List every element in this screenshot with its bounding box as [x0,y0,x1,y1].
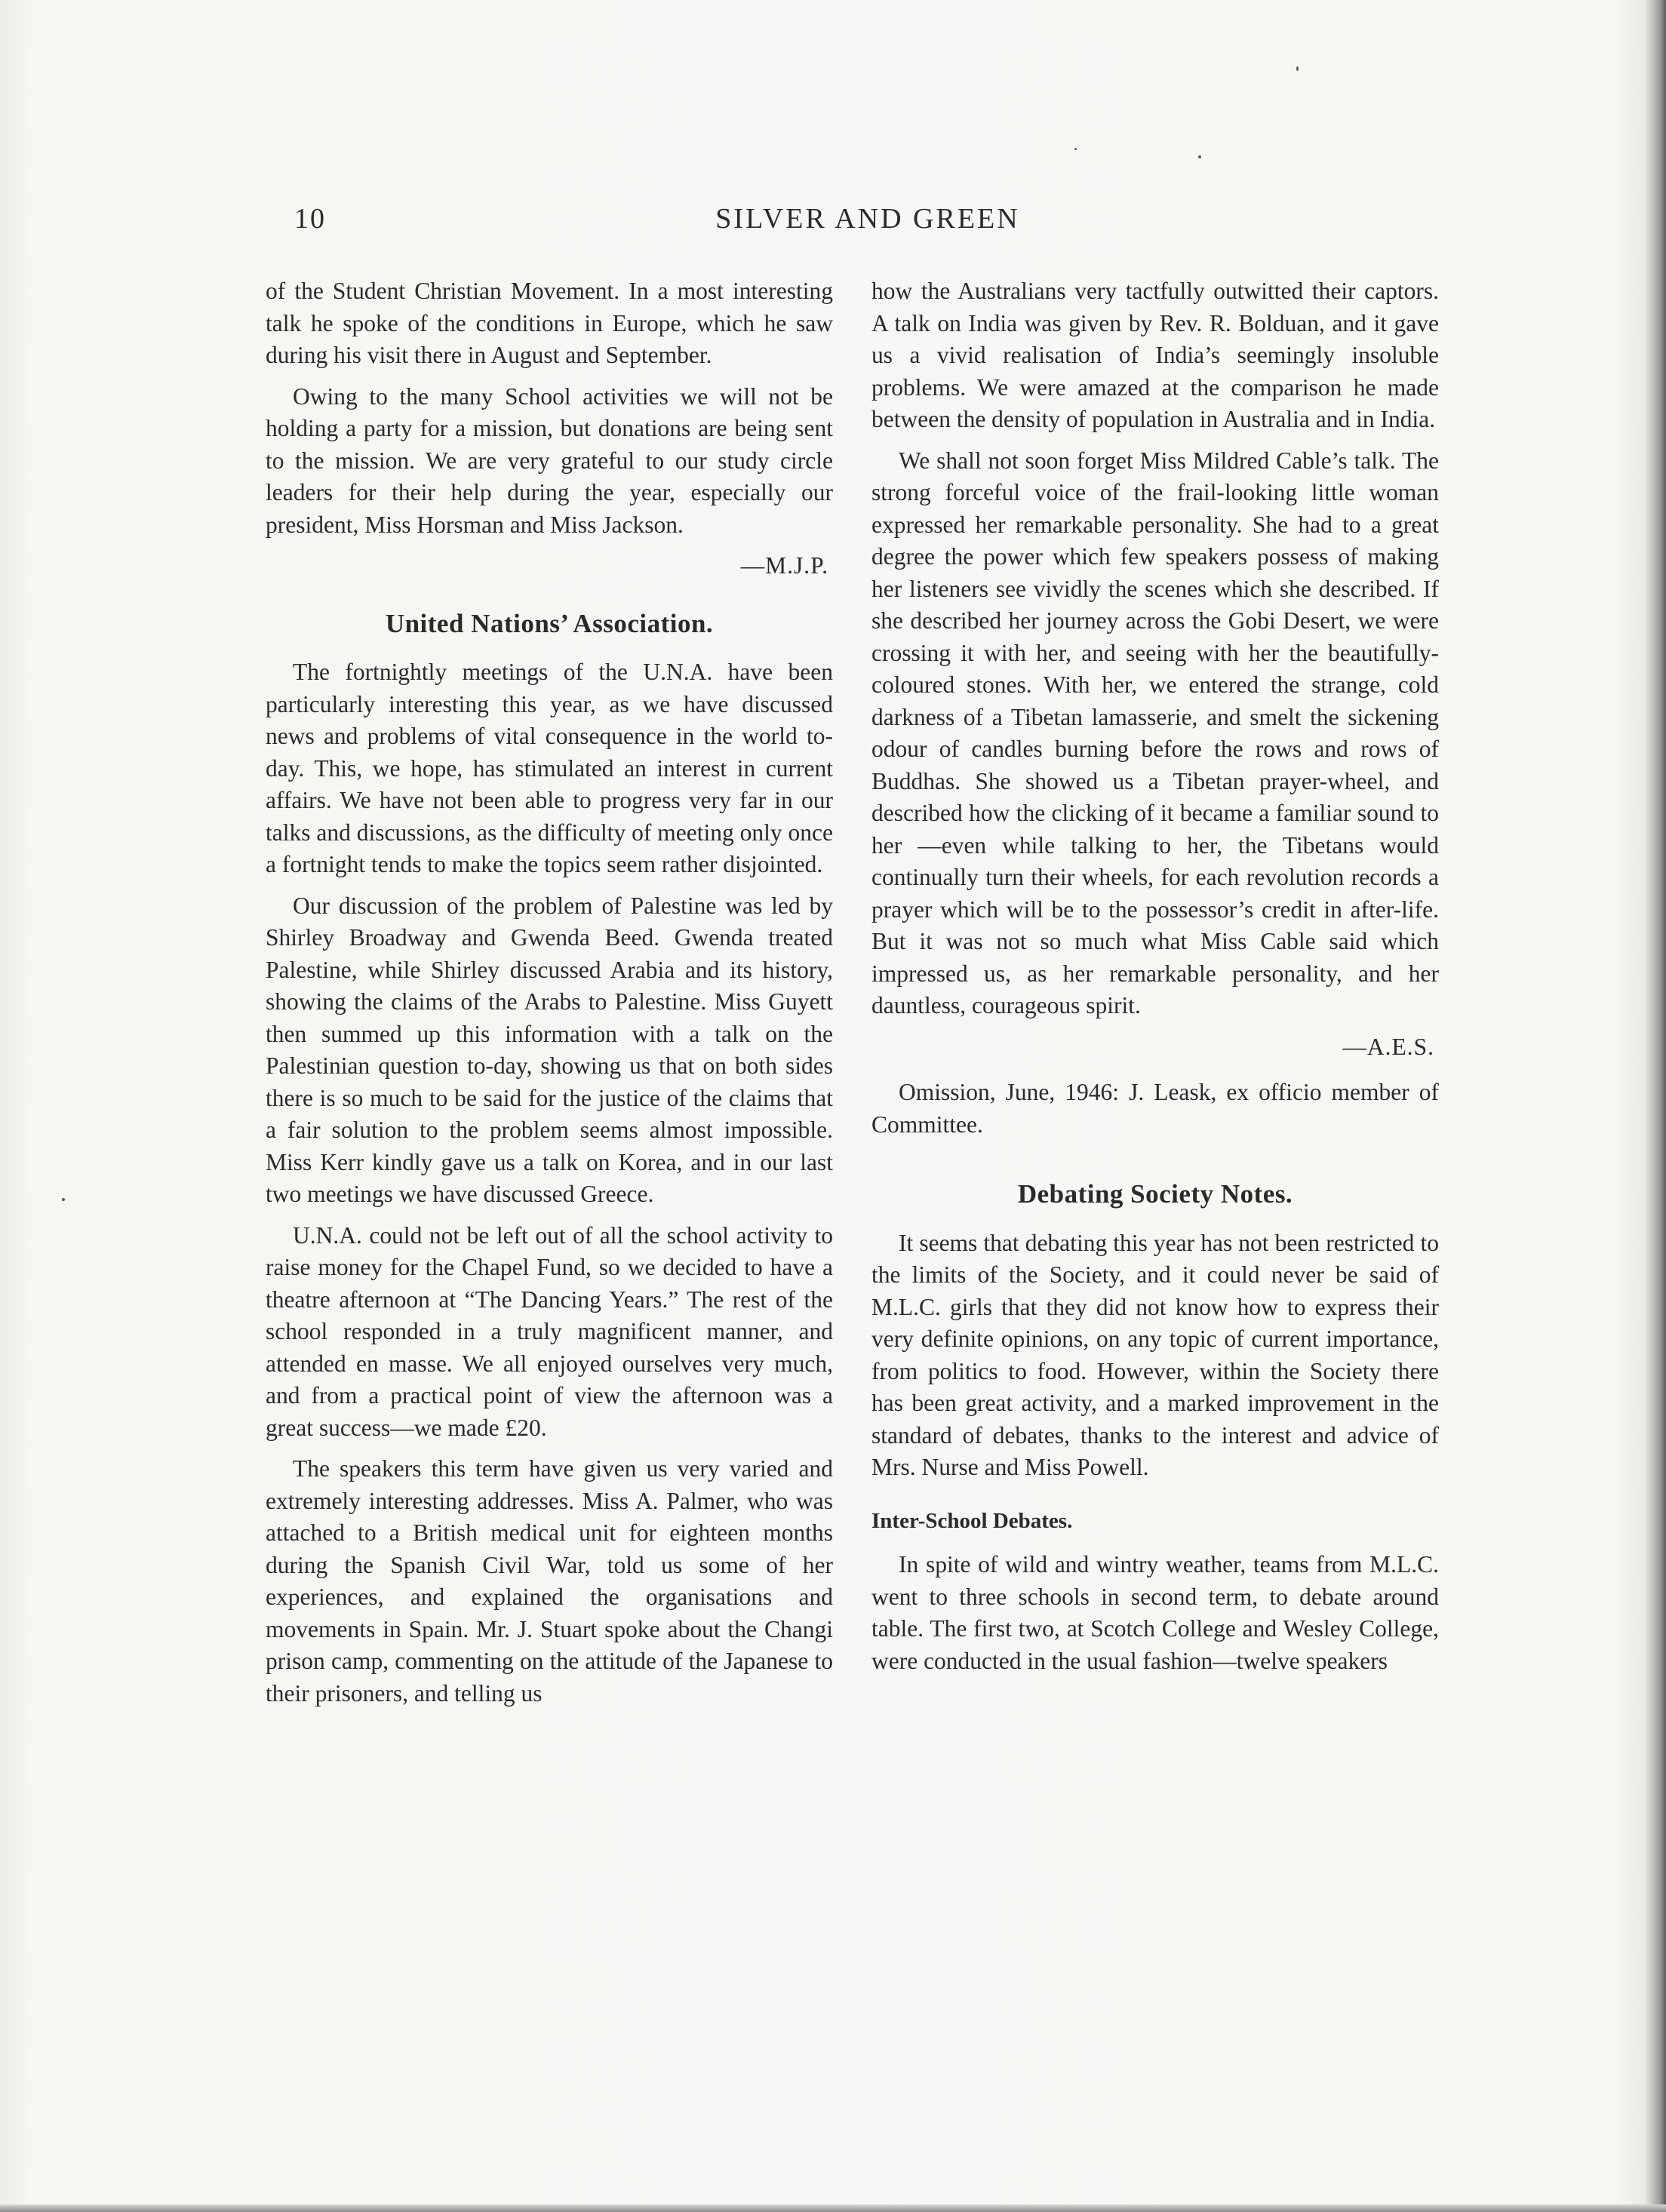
section-heading-debating: Debating Society Notes. [1017,1179,1293,1209]
scan-speck [1296,66,1299,71]
paragraph: Owing to the many School activities we will not be holding a party for a mission, but donations are being sent to the mission. We are very grateful to our study circle leaders for their help during the year, especially our president, Miss Horsman and Miss Jackson. [266,382,833,538]
paragraph: We shall not soon forget Miss Mildred Cable’s talk. The strong forceful voice of the frail-looking little woman expressed her remarkable personality. She had to a great degree the power which few speakers possess of making her listeners see vividly the scenes which she described. If she described her journey across the Gobi Desert, we were crossing it with her, and seeing with her the beautifully-coloured stones. With her, we entered the strange, cold darkness of a Tibetan lamasserie, and smelt the sickening odour of candles burning before the rows and rows of Buddhas. She showed us a Tibetan prayer-wheel, and described how the clicking of it became a familiar sound to her —even while talking to her, the Tibetans would continually turn their wheels, for each revolution records a prayer which will be to the possessor’s credit in after-life. But it was not so much what Miss Cable said which impressed us, as her remarkable personality, and her dauntless, courageous spirit. [871,447,1439,1018]
author-initials: —M.J.P. [740,552,828,579]
page-bottom-edge [0,2204,1666,2212]
scan-speck [1198,155,1201,158]
paragraph: how the Australians very tactfully outwitted their captors. A talk on India was given by Rev. R. Bolduan, and it gave us a vivid realisation of India’s seemingly insoluble problems. We were amazed at the comparison he made between the density of population in Australia and in India. [871,278,1439,432]
scan-speck [1074,148,1077,150]
left-column [266,275,833,1719]
section-heading-una: United Nations’ Association. [385,608,714,638]
paragraph: The speakers this term have given us very varied and extremely interesting addresses. Miss A. Palmer, who was attached to a British medical unit for eighteen months during the Spanish Civil War, told us some of her experiences, and explained the organisations and movements in Spain. Mr. J. Stuart spoke about the Changi prison camp, commenting on the attitude of the Japanese to their prisoners, and telling us [266,1455,833,1707]
paragraph: The fortnightly meetings of the U.N.A. have been particularly interesting this year, as we have discussed news and problems of vital consequence in the world to-day. This, we hope, has stimulated an interest in current affairs. We have not been able to progress very far in our talks and discussions, as the difficulty of meeting only once a fortnight tends to make the topics seem rather disjointed. [266,659,833,877]
publication-title: SILVER AND GREEN [715,203,1020,235]
omission-note: Omission, June, 1946: J. Leask, ex officio member of Committee. [871,1079,1439,1138]
right-column [871,275,1439,1686]
paragraph: In spite of wild and wintry weather, teams from M.L.C. went to three schools in second term, to debate around table. The first two, at Scotch College and Wesley College, were conducted in the usual fashion—twelve speakers [871,1551,1439,1674]
paragraph: U.N.A. could not be left out of all the school activity to raise money for the Chapel Fund, so we decided to have a theatre afternoon at “The Dancing Years.” The rest of the school responded in a truly magnificent manner, and attended en masse. We all enjoyed ourselves very much, and from a practical point of view the afternoon was a great success—we made £20. [266,1221,833,1441]
scan-speck [62,1198,65,1201]
paragraph: of the Student Christian Movement. In a most interesting talk he spoke of the conditions in Europe, which he saw during his visit there in August and September. [266,278,833,368]
running-header [294,202,1441,247]
paragraph: Our discussion of the problem of Palestine was led by Shirley Broadway and Gwenda Beed. Gwenda treated Palestine, while Shirley discussed Arabia and its history, showing the claims of the Arabs to Palestine. Miss Guyett then summed up this information with a talk on the Palestinian question to-day, showing us that on both sides there is so much to be said for the justice of the claims that a fair solution to the problem seems almost impossible. Miss Kerr kindly gave us a talk on Korea, and in our last two meetings we have discussed Greece. [266,892,833,1207]
subheading-inter-school: Inter-School Debates. [871,1508,1073,1533]
page-number: 10 [294,203,326,235]
paragraph: It seems that debating this year has not been restricted to the limits of the Society, and it could never be said of M.L.C. girls that they did not know how to express their very definite opinions, on any topic of current importance, from politics to food. However, within the Society there has been great activity, and a marked improvement in the standard of debates, thanks to the interest and advice of Mrs. Nurse and Miss Powell. [871,1229,1439,1480]
author-initials: —A.E.S. [1342,1033,1434,1060]
